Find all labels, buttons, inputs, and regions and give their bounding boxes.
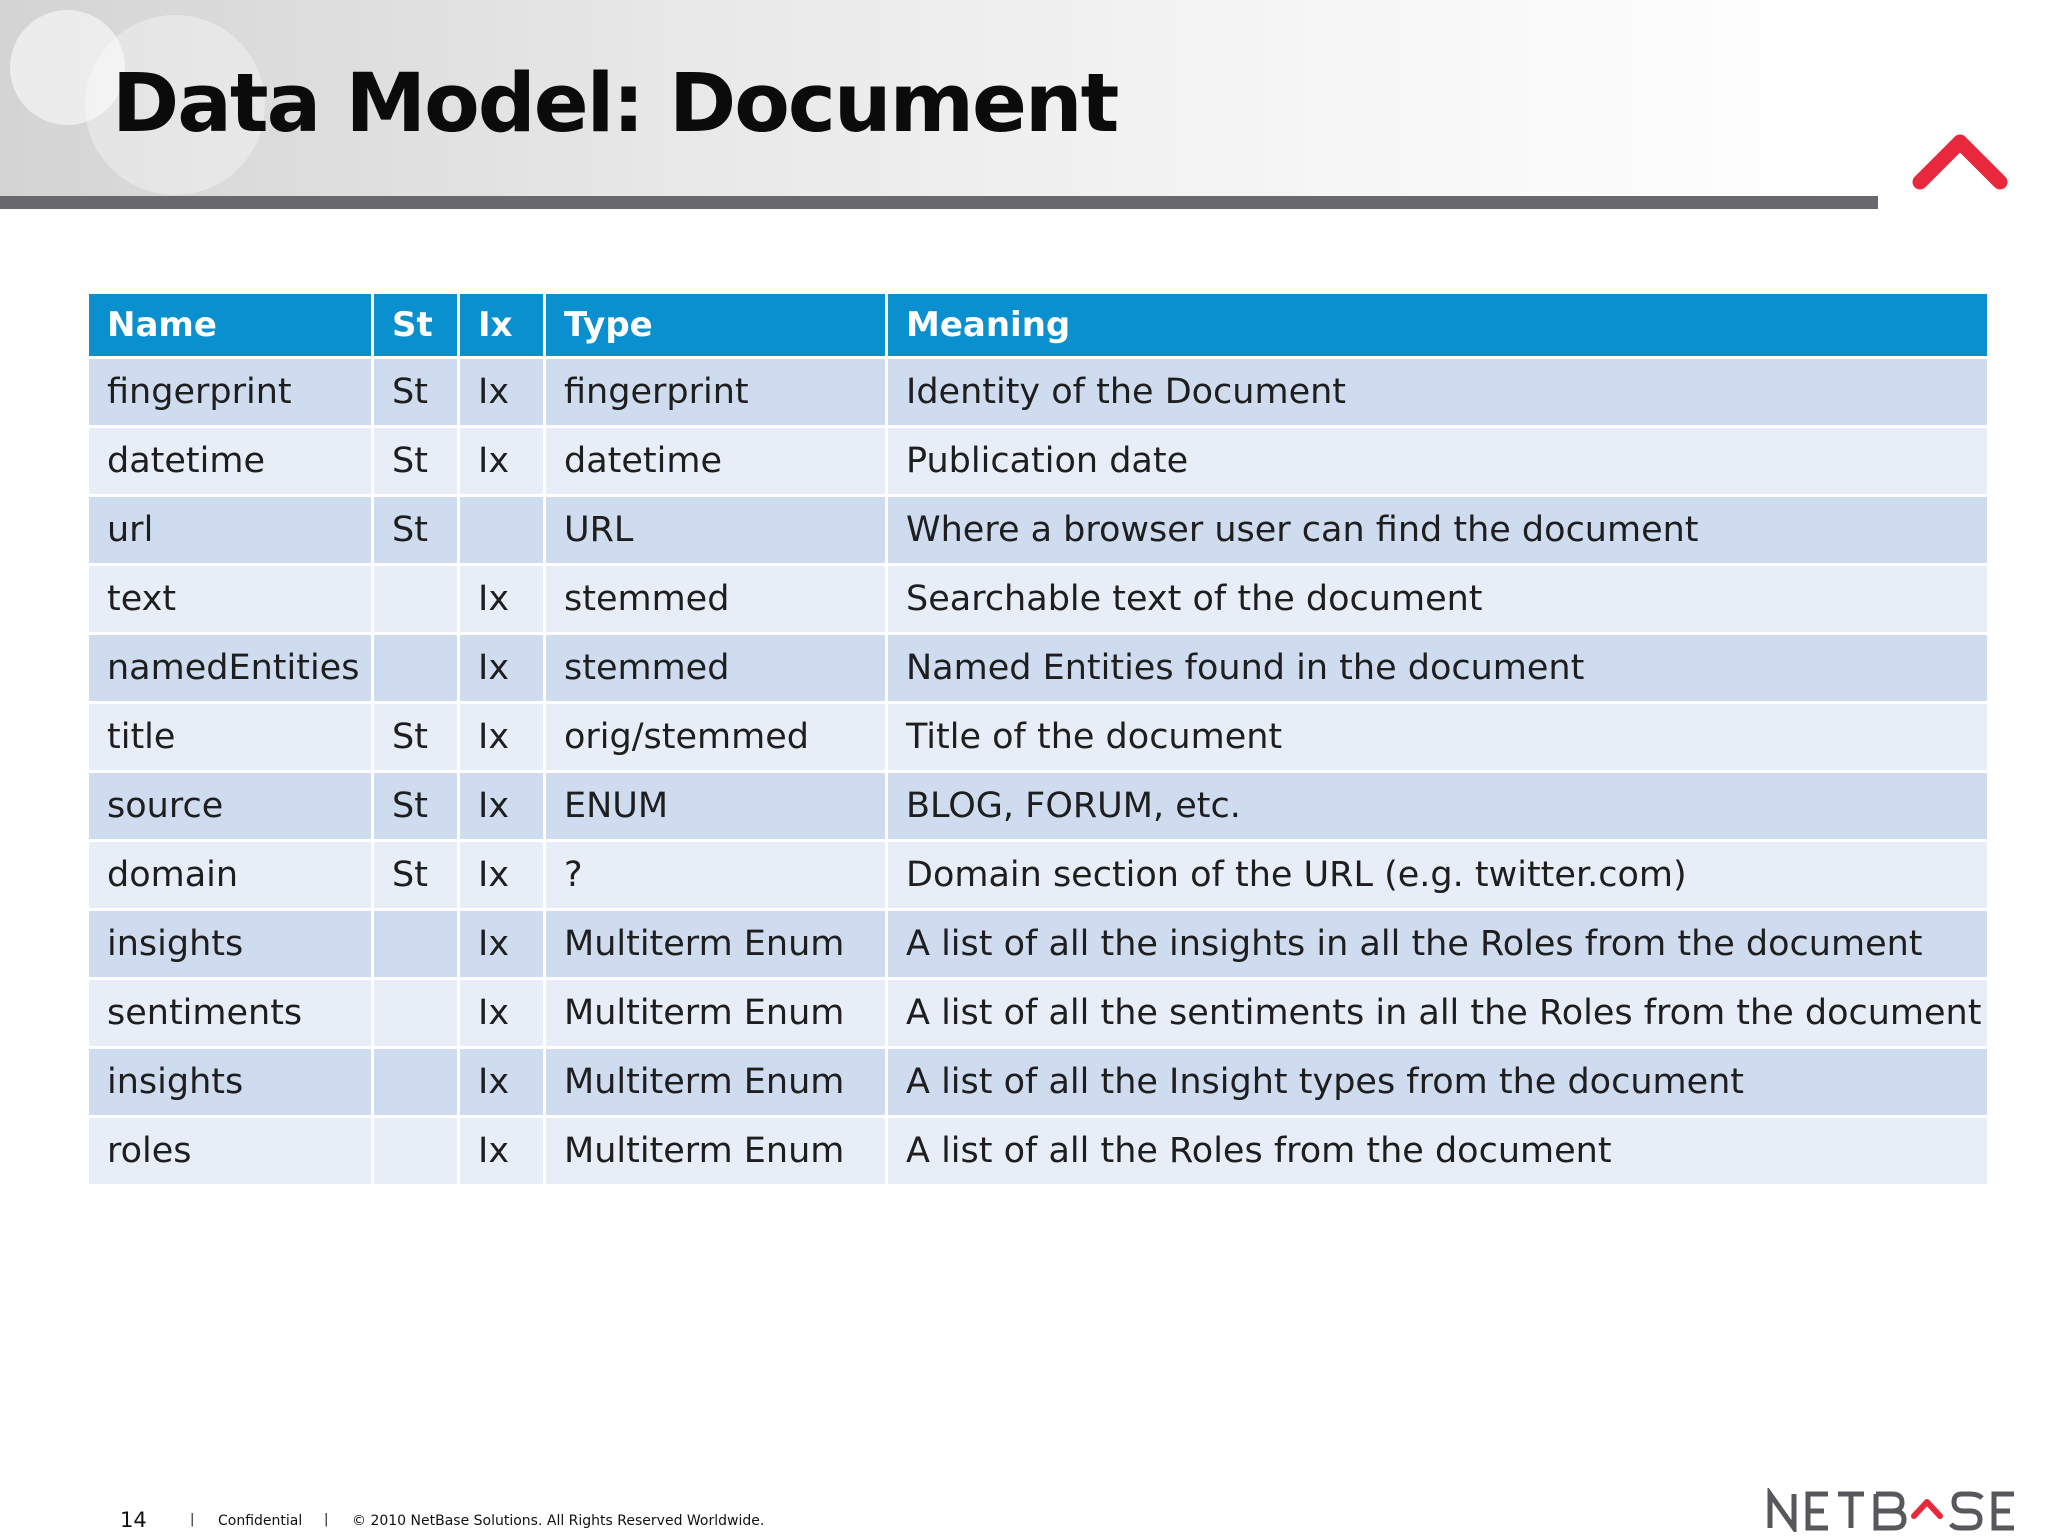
table-row xyxy=(89,566,1987,632)
caret-up-icon xyxy=(1912,128,2008,192)
cell-name: fingerprint xyxy=(89,359,371,425)
cell-name: roles xyxy=(89,1118,371,1184)
cell-type: orig/stemmed xyxy=(546,704,885,770)
cell-type: URL xyxy=(546,497,885,563)
cell-ix: Ix xyxy=(460,773,543,839)
cell-meaning: Publication date xyxy=(888,428,1987,494)
cell-meaning: A list of all the Insight types from the document xyxy=(888,1049,1987,1115)
cell-name: title xyxy=(89,704,371,770)
cell-type: fingerprint xyxy=(546,359,885,425)
cell-name: datetime xyxy=(89,428,371,494)
cell-ix: Ix xyxy=(460,428,543,494)
cell-name: sentiments xyxy=(89,980,371,1046)
column-header-name: Name xyxy=(89,294,371,356)
cell-name: namedEntities xyxy=(89,635,371,701)
cell-ix: Ix xyxy=(460,911,543,977)
cell-ix: Ix xyxy=(460,635,543,701)
table-row xyxy=(89,842,1987,908)
cell-type: ENUM xyxy=(546,773,885,839)
cell-type: Multiterm Enum xyxy=(546,980,885,1046)
table-row xyxy=(89,980,1987,1046)
cell-st: St xyxy=(374,773,457,839)
cell-ix: Ix xyxy=(460,359,543,425)
table-row xyxy=(89,497,1987,563)
cell-ix: Ix xyxy=(460,1049,543,1115)
cell-name: url xyxy=(89,497,371,563)
cell-st: St xyxy=(374,704,457,770)
cell-meaning: A list of all the sentiments in all the Roles from the document xyxy=(888,980,1987,1046)
cell-st xyxy=(374,1049,457,1115)
table-row xyxy=(89,911,1987,977)
copyright-notice: © 2010 NetBase Solutions. All Rights Reserved Worldwide. xyxy=(352,1513,765,1529)
cell-type: stemmed xyxy=(546,566,885,632)
table-row xyxy=(89,1049,1987,1115)
column-header-type: Type xyxy=(546,294,885,356)
cell-ix: Ix xyxy=(460,1118,543,1184)
slide-title: Data Model: Document xyxy=(112,57,1118,151)
cell-name: insights xyxy=(89,911,371,977)
cell-st xyxy=(374,1118,457,1184)
cell-meaning: Identity of the Document xyxy=(888,359,1987,425)
column-header-ix: Ix xyxy=(460,294,543,356)
cell-meaning: Domain section of the URL (e.g. twitter.com) xyxy=(888,842,1987,908)
cell-st xyxy=(374,980,457,1046)
table-row xyxy=(89,635,1987,701)
confidential-label: Confidential xyxy=(218,1513,303,1529)
table-row xyxy=(89,704,1987,770)
column-header-st: St xyxy=(374,294,457,356)
cell-name: text xyxy=(89,566,371,632)
footer-separator: | xyxy=(190,1512,195,1527)
cell-ix: Ix xyxy=(460,980,543,1046)
cell-meaning: A list of all the Roles from the document xyxy=(888,1118,1987,1184)
cell-type: datetime xyxy=(546,428,885,494)
cell-ix: Ix xyxy=(460,704,543,770)
netbase-logo xyxy=(1764,1488,2034,1532)
cell-type: stemmed xyxy=(546,635,885,701)
cell-st xyxy=(374,911,457,977)
cell-meaning: Title of the document xyxy=(888,704,1987,770)
cell-type: ? xyxy=(546,842,885,908)
cell-name: domain xyxy=(89,842,371,908)
cell-ix xyxy=(460,497,543,563)
table-row xyxy=(89,359,1987,425)
table-row xyxy=(89,773,1987,839)
page-number: 14 xyxy=(120,1508,147,1532)
cell-st: St xyxy=(374,359,457,425)
cell-type: Multiterm Enum xyxy=(546,1049,885,1115)
table-row xyxy=(89,428,1987,494)
title-rule xyxy=(0,196,1878,209)
cell-meaning: A list of all the insights in all the Roles from the document xyxy=(888,911,1987,977)
table-header-row xyxy=(89,294,1987,356)
cell-ix: Ix xyxy=(460,842,543,908)
cell-st xyxy=(374,635,457,701)
table-row xyxy=(89,1118,1987,1184)
cell-st: St xyxy=(374,428,457,494)
cell-meaning: Searchable text of the document xyxy=(888,566,1987,632)
column-header-meaning: Meaning xyxy=(888,294,1987,356)
cell-ix: Ix xyxy=(460,566,543,632)
data-model-table xyxy=(86,291,1990,1187)
cell-st: St xyxy=(374,842,457,908)
cell-st: St xyxy=(374,497,457,563)
cell-st xyxy=(374,566,457,632)
cell-name: insights xyxy=(89,1049,371,1115)
footer-separator: | xyxy=(324,1512,329,1527)
cell-meaning: Where a browser user can find the document xyxy=(888,497,1987,563)
cell-type: Multiterm Enum xyxy=(546,911,885,977)
cell-meaning: Named Entities found in the document xyxy=(888,635,1987,701)
cell-type: Multiterm Enum xyxy=(546,1118,885,1184)
cell-meaning: BLOG, FORUM, etc. xyxy=(888,773,1987,839)
cell-name: source xyxy=(89,773,371,839)
